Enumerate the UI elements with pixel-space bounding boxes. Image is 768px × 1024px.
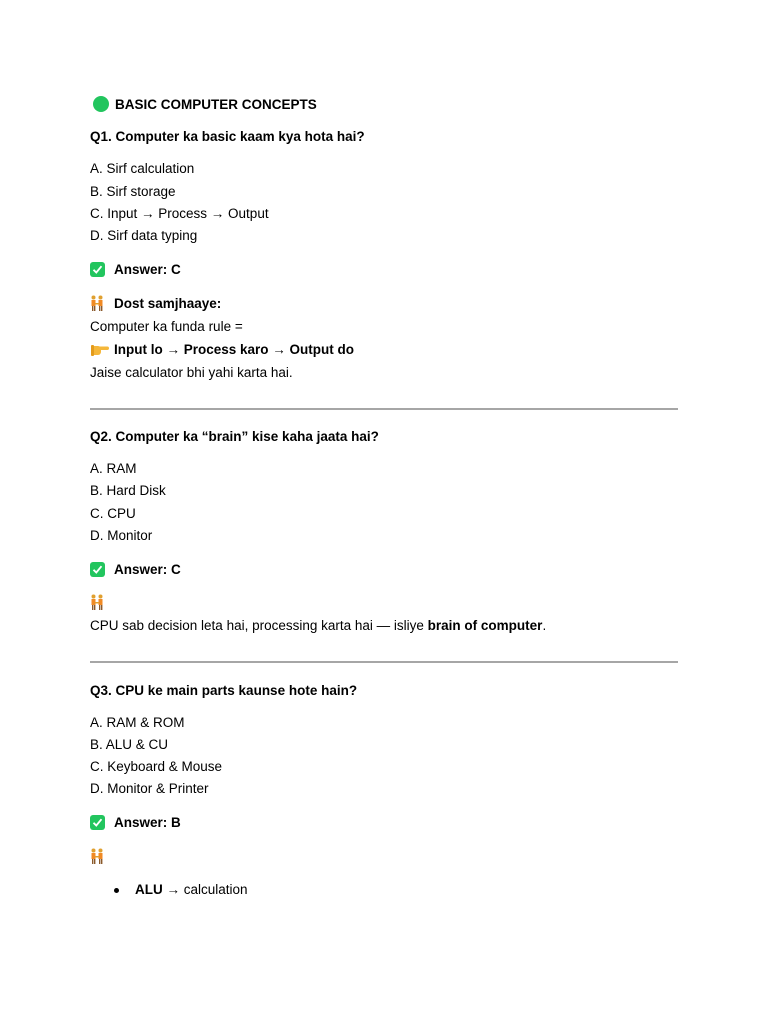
q1-option-b: B. Sirf storage: [90, 184, 176, 199]
check-mark-button-icon: [90, 262, 105, 277]
q1-explain-line3: Jaise calculator bhi yahi karta hai.: [90, 365, 293, 380]
bullet-marker: [114, 888, 119, 893]
people-holding-hands-icon: [90, 848, 104, 864]
question-2: Q2. Computer ka “brain” kise kaha jaata hai?: [90, 429, 379, 444]
green-circle-icon: [93, 96, 109, 112]
q2-explain-icon-line: [90, 594, 114, 612]
divider: [90, 661, 678, 663]
q3-explain-icon-line: [90, 848, 114, 866]
q3-option-c: C. Keyboard & Mouse: [90, 759, 223, 774]
q1-explain-line1: Computer ka funda rule =: [90, 319, 243, 334]
question-1: Q1. Computer ka basic kaam kya hota hai?: [90, 129, 365, 144]
q1-option-c: C. Input → Process → Output: [90, 206, 269, 221]
q2-explanation: CPU sab decision leta hai, processing karta hai — isliye brain of computer.: [90, 618, 547, 633]
check-mark-button-icon: [90, 562, 105, 577]
q1-option-a: A. Sirf calculation: [90, 161, 195, 176]
q1-explain-title: Dost samjhaaye:: [90, 295, 221, 313]
q2-option-d: D. Monitor: [90, 528, 153, 543]
divider: [90, 408, 678, 410]
q1-option-d: D. Sirf data typing: [90, 228, 198, 243]
section-heading: BASIC COMPUTER CONCEPTS: [90, 96, 317, 114]
q3-option-d: D. Monitor & Printer: [90, 781, 209, 796]
q2-option-b: B. Hard Disk: [90, 483, 166, 498]
q2-option-c: C. CPU: [90, 506, 136, 521]
q2-answer: Answer: C: [90, 561, 181, 579]
check-mark-button-icon: [90, 815, 105, 830]
q1-answer: Answer: C: [90, 261, 181, 279]
q3-answer: Answer: B: [90, 814, 181, 832]
people-holding-hands-icon: [90, 295, 104, 311]
people-holding-hands-icon: [90, 594, 104, 610]
question-3: Q3. CPU ke main parts kaunse hote hain?: [90, 683, 358, 698]
pointing-right-hand-icon: [90, 341, 110, 357]
q2-option-a: A. RAM: [90, 461, 137, 476]
q3-option-a: A. RAM & ROM: [90, 715, 185, 730]
q3-option-b: B. ALU & CU: [90, 737, 169, 752]
q1-explain-rule: Input lo → Process karo → Output do: [90, 341, 354, 359]
q3-bullet-alu: ALU → calculation: [135, 882, 248, 897]
